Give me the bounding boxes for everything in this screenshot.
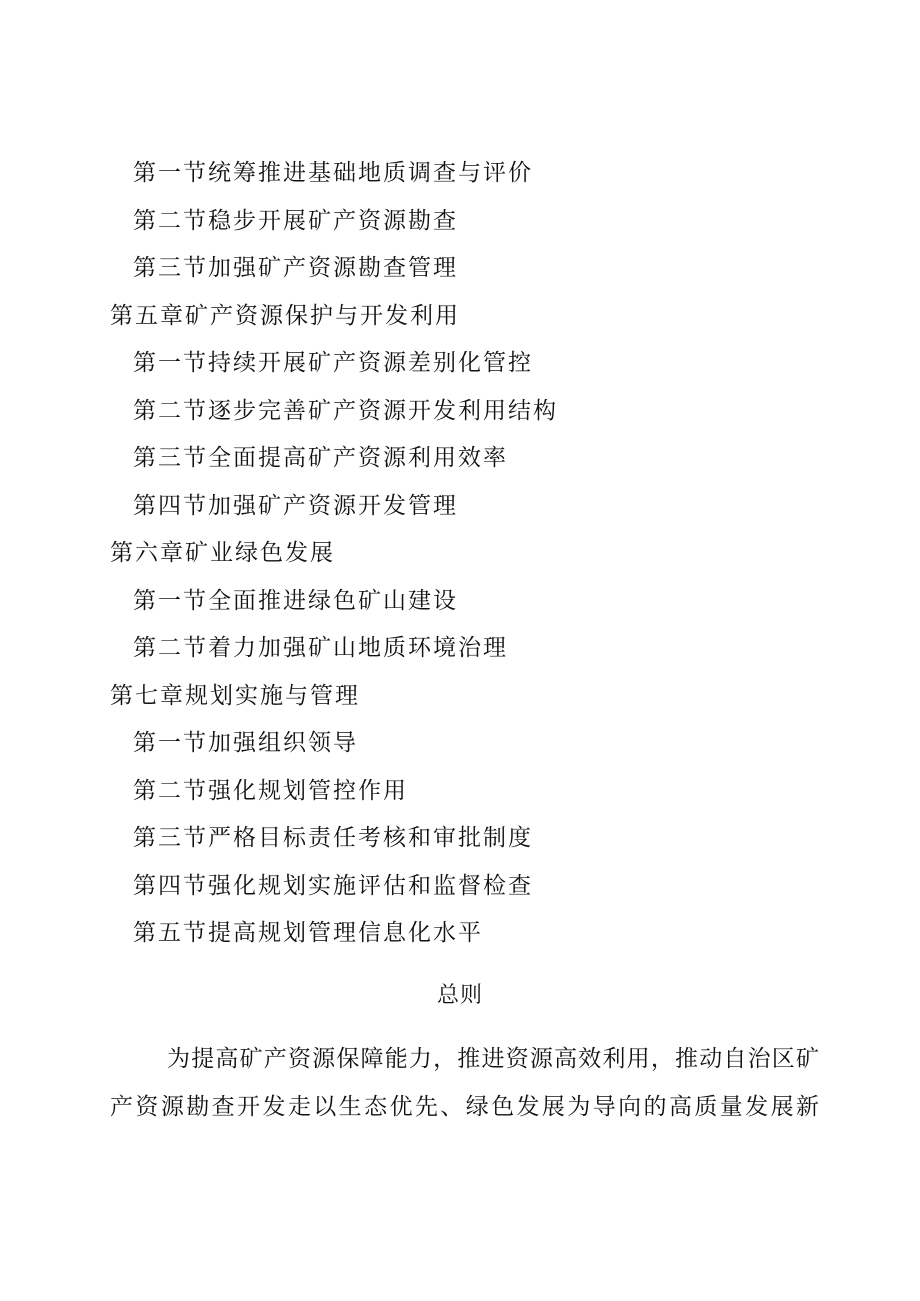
toc-section[interactable]: 第一节全面推进绿色矿山建设 <box>133 587 458 614</box>
toc-section[interactable]: 第二节逐步完善矿产资源开发利用结构 <box>133 397 558 424</box>
toc-section[interactable]: 第四节强化规划实施评估和监督检查 <box>133 872 533 899</box>
table-of-contents <box>0 150 920 958</box>
toc-chapter[interactable]: 第七章规划实施与管理 <box>110 682 360 709</box>
toc-section[interactable]: 第二节强化规划管控作用 <box>133 777 408 804</box>
toc-section[interactable]: 第三节加强矿产资源勘查管理 <box>133 255 458 281</box>
toc-section[interactable]: 第五节提高规划管理信息化水平 <box>133 920 483 946</box>
body-paragraph: 为提高矿产资源保障能力，推进资源高效利用，推动自治区矿产资源勘查开发走以生态优先、绿色发展为导向的高质量发展新 <box>110 1046 820 1120</box>
toc-chapter[interactable]: 第六章矿业绿色发展 <box>110 540 335 566</box>
toc-section[interactable]: 第三节严格目标责任考核和审批制度 <box>133 825 533 851</box>
section-heading: 总则 <box>436 983 483 1008</box>
toc-section[interactable]: 第一节统筹推进基础地质调查与评价 <box>133 160 533 186</box>
toc-section[interactable]: 第四节加强矿产资源开发管理 <box>133 492 458 519</box>
toc-section[interactable]: 第二节稳步开展矿产资源勘查 <box>133 207 458 234</box>
toc-section[interactable]: 第一节加强组织领导 <box>133 730 358 756</box>
toc-section[interactable]: 第三节全面提高矿产资源利用效率 <box>133 445 508 471</box>
toc-section[interactable]: 第一节持续开展矿产资源差别化管控 <box>133 350 533 376</box>
toc-section[interactable]: 第二节着力加强矿山地质环境治理 <box>133 635 508 661</box>
toc-chapter[interactable]: 第五章矿产资源保护与开发利用 <box>110 302 460 329</box>
